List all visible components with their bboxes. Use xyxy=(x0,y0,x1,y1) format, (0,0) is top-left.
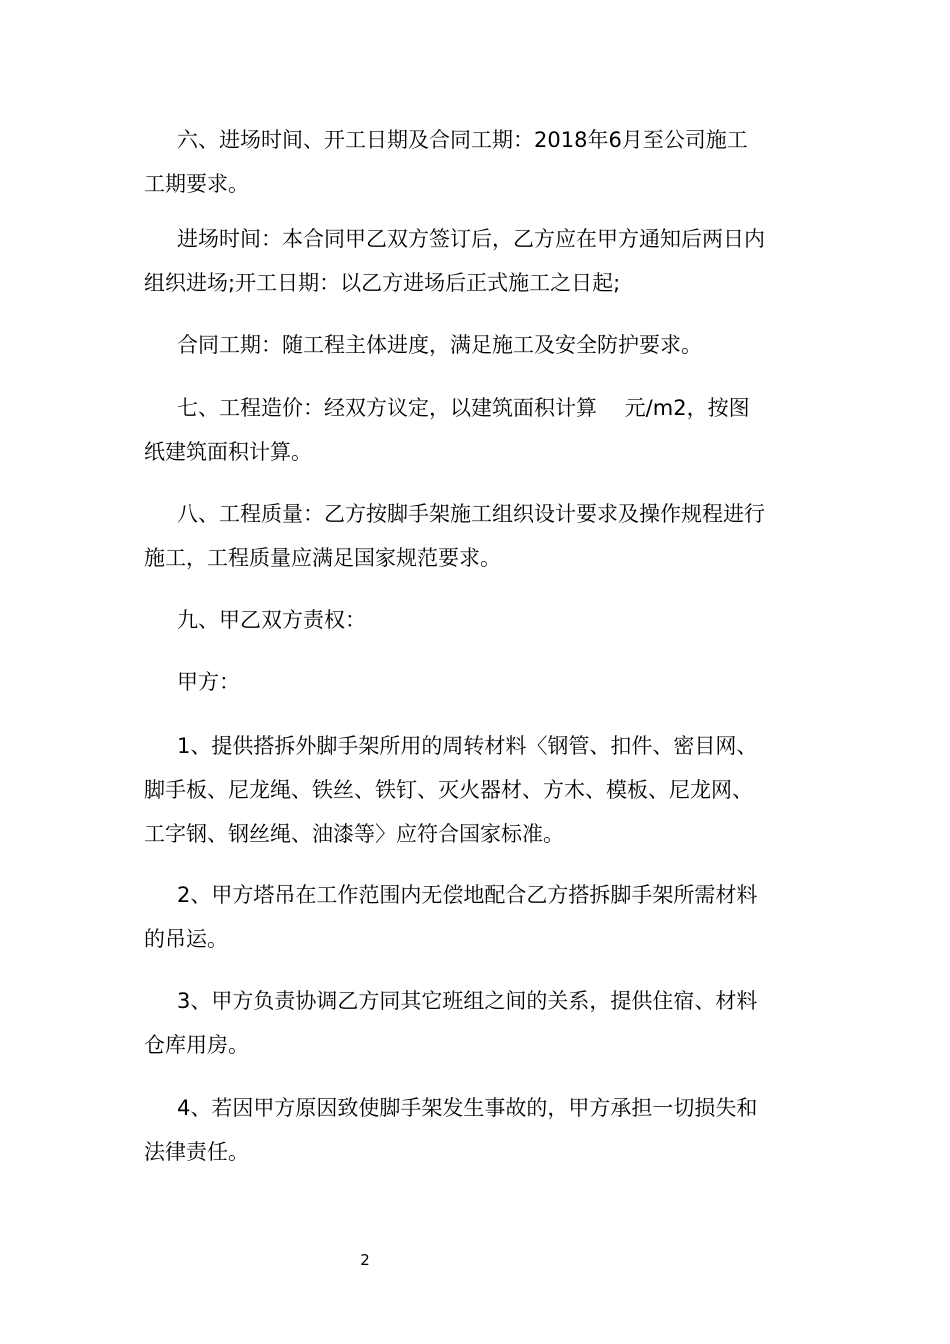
paragraph-line: 六、进场时间、开工日期及合同工期：2018年6月至公司施工 xyxy=(177,128,748,152)
paragraph-line: 工字钢、钢丝绳、油漆等〉应符合国家标准。 xyxy=(144,822,564,846)
paragraph-line: 组织进场;开工日期：以乙方进场后正式施工之日起; xyxy=(144,271,621,295)
paragraph-entry-time xyxy=(144,217,806,305)
paragraph-line: 九、甲乙双方责权： xyxy=(177,608,366,632)
paragraph-section-6 xyxy=(144,118,806,206)
paragraph-section-8 xyxy=(144,492,806,580)
paragraph-line: 4、若因甲方原因致使脚手架发生事故的，甲方承担一切损失和 xyxy=(177,1096,758,1120)
paragraph-section-9 xyxy=(144,598,806,642)
paragraph-item-2 xyxy=(144,873,806,961)
paragraph-line: 纸建筑面积计算。 xyxy=(144,440,312,464)
paragraph-item-3 xyxy=(144,979,806,1067)
page-number: 2 xyxy=(360,1251,370,1269)
paragraph-item-4 xyxy=(144,1086,806,1174)
paragraph-line: 仓库用房。 xyxy=(144,1033,249,1057)
paragraph-line: 施工，工程质量应满足国家规范要求。 xyxy=(144,546,501,570)
paragraph-line: 合同工期：随工程主体进度，满足施工及安全防护要求。 xyxy=(177,333,702,357)
paragraph-line: 八、工程质量：乙方按脚手架施工组织设计要求及操作规程进行 xyxy=(177,502,765,526)
paragraph-line: 进场时间：本合同甲乙双方签订后，乙方应在甲方通知后两日内 xyxy=(177,227,765,251)
paragraph-line: 七、工程造价：经双方议定，以建筑面积计算 元/m2，按图 xyxy=(177,396,750,420)
paragraph-line: 法律责任。 xyxy=(144,1140,249,1164)
paragraph-party-a-heading xyxy=(144,660,806,704)
paragraph-line: 脚手板、尼龙绳、铁丝、铁钉、灭火器材、方木、模板、尼龙网、 xyxy=(144,778,753,802)
paragraph-line: 工期要求。 xyxy=(144,172,249,196)
paragraph-line: 的吊运。 xyxy=(144,927,228,951)
paragraph-line: 2、甲方塔吊在工作范围内无偿地配合乙方搭拆脚手架所需材料 xyxy=(177,883,758,907)
paragraph-line: 甲方： xyxy=(177,670,240,694)
paragraph-line: 3、甲方负责协调乙方同其它班组之间的关系，提供住宿、材料 xyxy=(177,989,758,1013)
paragraph-section-7 xyxy=(144,386,806,474)
paragraph-line: 1、提供搭拆外脚手架所用的周转材料〈钢管、扣件、密目网、 xyxy=(177,734,758,758)
paragraph-contract-period xyxy=(144,323,806,367)
paragraph-item-1 xyxy=(144,724,806,856)
